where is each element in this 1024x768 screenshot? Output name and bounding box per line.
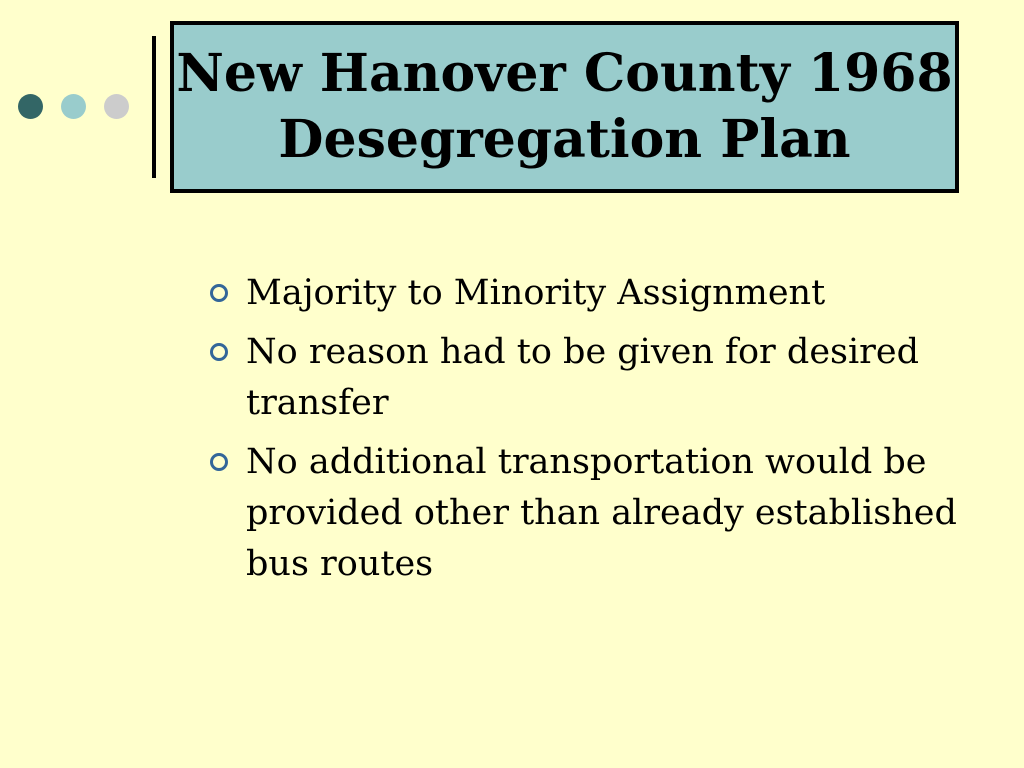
decorative-dot-teal-icon [61, 94, 86, 119]
bullet-item [210, 268, 990, 319]
title-box [170, 21, 959, 193]
decorative-dot-gray-icon [104, 94, 129, 119]
decorative-vertical-line [152, 36, 156, 178]
bullet-list [210, 268, 990, 598]
bullet-item [210, 327, 990, 429]
slide-title-line-2: Desegregation Plan [278, 109, 851, 170]
bullet-text: Majority to Minority Assignment [246, 273, 826, 313]
circle-bullet-icon [210, 343, 228, 361]
bullet-text: No additional transportation would be provided other than already established bus routes [246, 442, 957, 584]
circle-bullet-icon [210, 453, 228, 471]
circle-bullet-icon [210, 284, 228, 302]
slide-title [176, 41, 952, 173]
bullet-item [210, 437, 990, 590]
decorative-dot-dark-icon [18, 94, 43, 119]
slide-title-line-1: New Hanover County 1968 [176, 43, 953, 104]
bullet-text: No reason had to be given for desired transfer [246, 332, 920, 423]
